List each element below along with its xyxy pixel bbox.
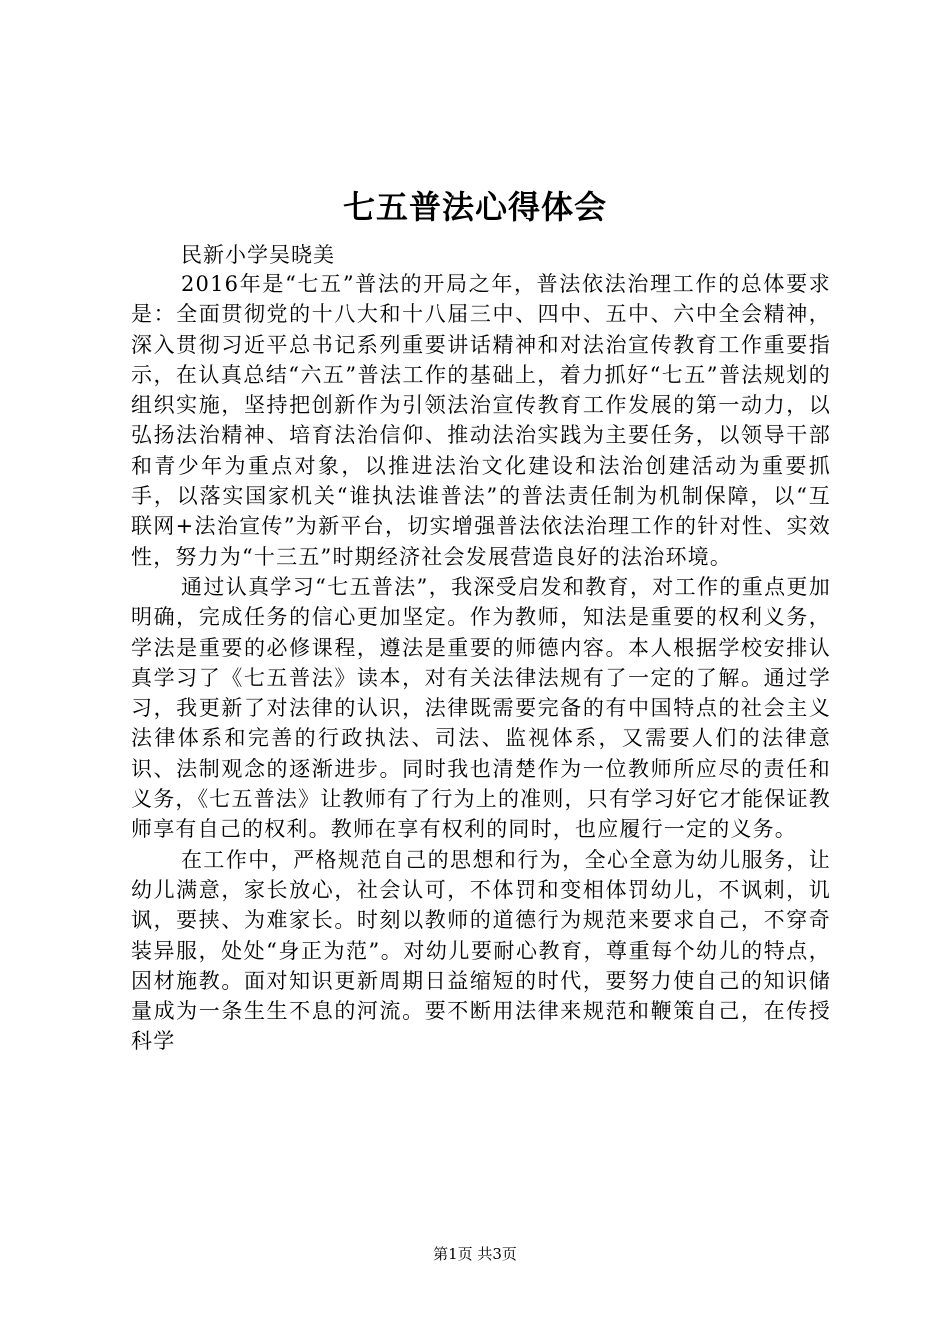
paragraph-2: 通过认真学习“七五普法”，我深受启发和教育，对工作的重点更加明确，完成任务的信心更加坚定。作为教师，知法是重要的权利义务，学法是重要的必修课程，遵法是重要的师德内容。本人根据学校安排认真学习了《七五普法》读本，对有关法律法规有了一定的了解。通过学习，我更新了对法律的认识，法律既需要完备的有中国特点的社会主义法律体系和完善的行政执法、司法、监视体系，又需要人们的法律意识、法制观念的逐渐进步。同时我也清楚作为一位教师所应尽的责任和义务，《七五普法》让教师有了行为上的准则，只有学习好它才能保证教师享有自己的权利。教师在享有权利的同时，也应履行一定的义务。: [131, 574, 831, 842]
paragraph-3: 在工作中，严格规范自己的思想和行为，全心全意为幼儿服务，让幼儿满意，家长放心，社会认可，不体罚和变相体罚幼儿，不讽刺，讥讽，要挟、为难家长。时刻以教师的道德行为规范来要求自己，不穿奇装异服，处处“身正为范”。对幼儿要耐心教育，尊重每个幼儿的特点，因材施教。面对知识更新周期日益缩短的时代，要努力使自己的知识储量成为一条生生不息的河流。要不断用法律来规范和鞭策自己，在传授科学: [131, 847, 831, 1054]
author-line: 民新小学吴晓美: [181, 243, 335, 267]
page-number-footer: 第1页 共3页: [433, 1245, 517, 1263]
document-body: [131, 269, 831, 1057]
document-title: 七五普法心得体会: [342, 188, 607, 226]
paragraph-1: 2016年是“七五”普法的开局之年，普法依法治理工作的总体要求是：全面贯彻党的十八大和十八届三中、四中、五中、六中全会精神，深入贯彻习近平总书记系列重要讲话精神和对法治宣传教育工作重要指示，在认真总结“六五”普法工作的基础上，着力抓好“七五”普法规划的组织实施，坚持把创新作为引领法治宣传教育工作发展的第一动力，以弘扬法治精神、培育法治信仰、推动法治实践为主要任务，以领导干部和青少年为重点对象，以推进法治文化建设和法治创建活动为重要抓手，以落实国家机关“谁执法谁普法”的普法责任制为机制保障，以“互联网+法治宣传”为新平台，切实增强普法依法治理工作的针对性、实效性，努力为“十三五”时期经济社会发展营造良好的法治环境。: [131, 272, 831, 569]
